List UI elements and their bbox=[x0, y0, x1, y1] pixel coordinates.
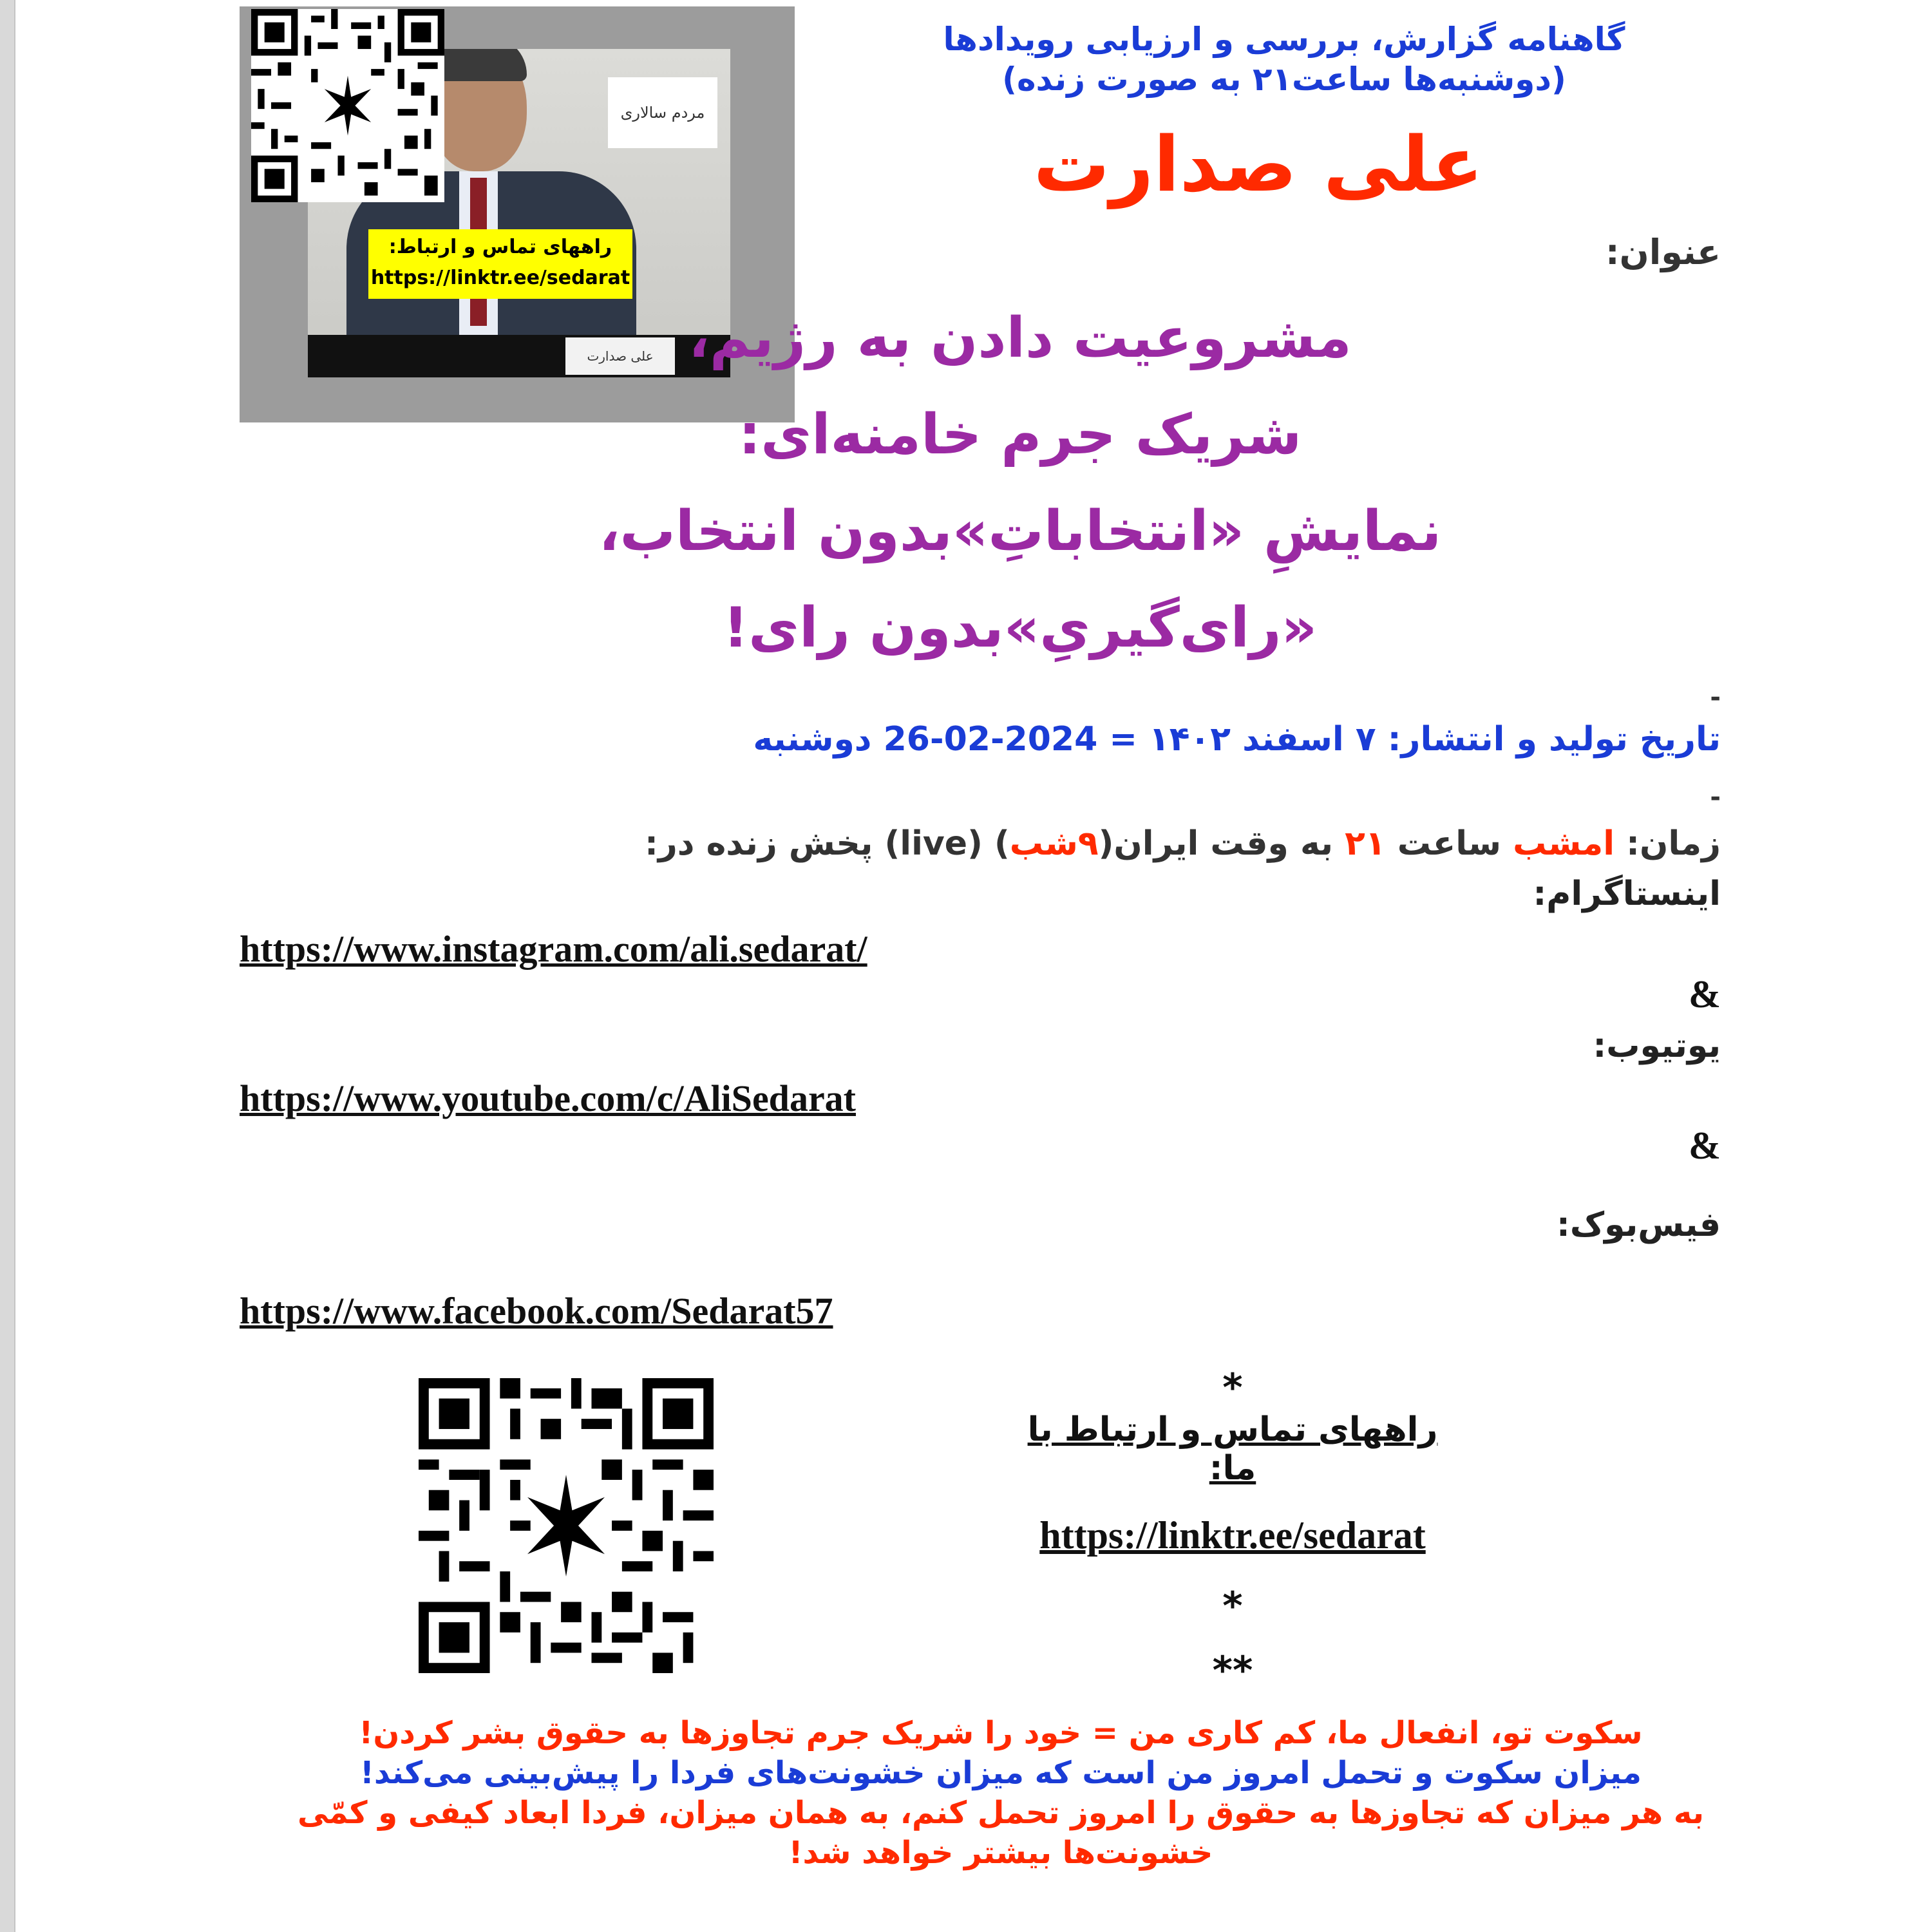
youtube-link[interactable]: https://www.youtube.com/c/AliSedarat bbox=[240, 1077, 856, 1119]
time-tonight: امشب bbox=[1513, 824, 1615, 863]
document-page bbox=[14, 0, 1932, 1932]
photo-banner-line2: https://linktr.ee/sedarat bbox=[370, 267, 630, 289]
publish-date: تاریخ تولید و انتشار: ۷ اسفند ۱۴۰۲ = 2024-02-26 دوشنبه bbox=[753, 720, 1721, 759]
main-title-line4: «رای‌گیریِ»بدون رای! bbox=[723, 596, 1318, 660]
separator-dash: - bbox=[1710, 782, 1721, 812]
instagram-link[interactable]: https://www.instagram.com/ali.sedarat/ bbox=[240, 928, 867, 970]
contact-block bbox=[1007, 1365, 1458, 1693]
time-nine-pm: ۹شب bbox=[1009, 824, 1099, 863]
series-title bbox=[866, 19, 1703, 99]
photo-person-hair bbox=[430, 49, 527, 81]
series-title-line1: گاهنامه گزارش، بررسی و ارزیابی رویدادها bbox=[943, 21, 1625, 58]
footer-line3: به هر میزان که تجاوزها به حقوق را امروز تحمل کنم، به همان میزان، فردا ابعاد کیفی و کمّی bbox=[297, 1795, 1705, 1831]
footer-line4: خشونت‌ها بیشتر خواهد شد! bbox=[788, 1835, 1213, 1871]
asterisk-divider: * bbox=[1222, 1584, 1243, 1629]
double-asterisk-divider: ** bbox=[1212, 1648, 1253, 1693]
facebook-link[interactable]: https://www.facebook.com/Sedarat57 bbox=[240, 1290, 833, 1332]
asterisk-divider: * bbox=[1222, 1365, 1243, 1410]
broadcast-time bbox=[645, 824, 1721, 863]
time-prefix: زمان: bbox=[1626, 824, 1721, 863]
photo-sign: مردم سالاری bbox=[608, 77, 717, 148]
instagram-label: اینستاگرام: bbox=[1533, 875, 1721, 913]
separator-dash: - bbox=[1710, 683, 1721, 712]
photo-banner-line1: راههای تماس و ارتباط: bbox=[388, 236, 612, 258]
footer-message bbox=[260, 1713, 1741, 1873]
linktree-link[interactable]: https://linktr.ee/sedarat bbox=[1039, 1514, 1426, 1557]
footer-line2: میزان سکوت و تحمل امروز من است که میزان خشونت‌های فردا را پیش‌بینی می‌کند! bbox=[359, 1755, 1642, 1791]
contact-heading: راههای تماس و ارتباط با ما: bbox=[1027, 1410, 1438, 1488]
main-title-line3: نمایشِ «انتخاباتِ»بدون انتخاب، bbox=[598, 499, 1442, 564]
large-qr-code bbox=[419, 1378, 714, 1673]
photo-nameplate: علی صدارت bbox=[565, 337, 675, 375]
time-iran: به وقت ایران( bbox=[1098, 824, 1334, 863]
main-title-line2: شریک جرم خامنه‌ای: bbox=[738, 402, 1302, 467]
footer-line1: سکوت تو، انفعال ما، کم کاری من = خود را شریک جرم تجاوزها به حقوق بشر کردن! bbox=[359, 1715, 1643, 1751]
title-label: عنوان: bbox=[1605, 232, 1721, 272]
ampersand: & bbox=[1689, 973, 1721, 1016]
main-title bbox=[376, 290, 1664, 676]
time-hour-word: ساعت bbox=[1397, 824, 1501, 863]
time-hour: ۲۱ bbox=[1345, 824, 1386, 863]
time-suffix: ) (live) پخش زنده در: bbox=[645, 824, 1010, 863]
ampersand: & bbox=[1689, 1124, 1721, 1167]
youtube-label: یوتیوب: bbox=[1593, 1027, 1721, 1065]
author-name: علی صدارت bbox=[1033, 120, 1484, 209]
facebook-label: فیس‌بوک: bbox=[1557, 1206, 1721, 1244]
small-qr-code bbox=[251, 9, 444, 202]
main-title-line1: مشروعیت دادن به رژیم، bbox=[688, 306, 1352, 370]
photo-contact-banner bbox=[368, 229, 632, 299]
series-title-line2: (دوشنبه‌ها ساعت۲۱ به صورت زنده) bbox=[1002, 61, 1566, 98]
